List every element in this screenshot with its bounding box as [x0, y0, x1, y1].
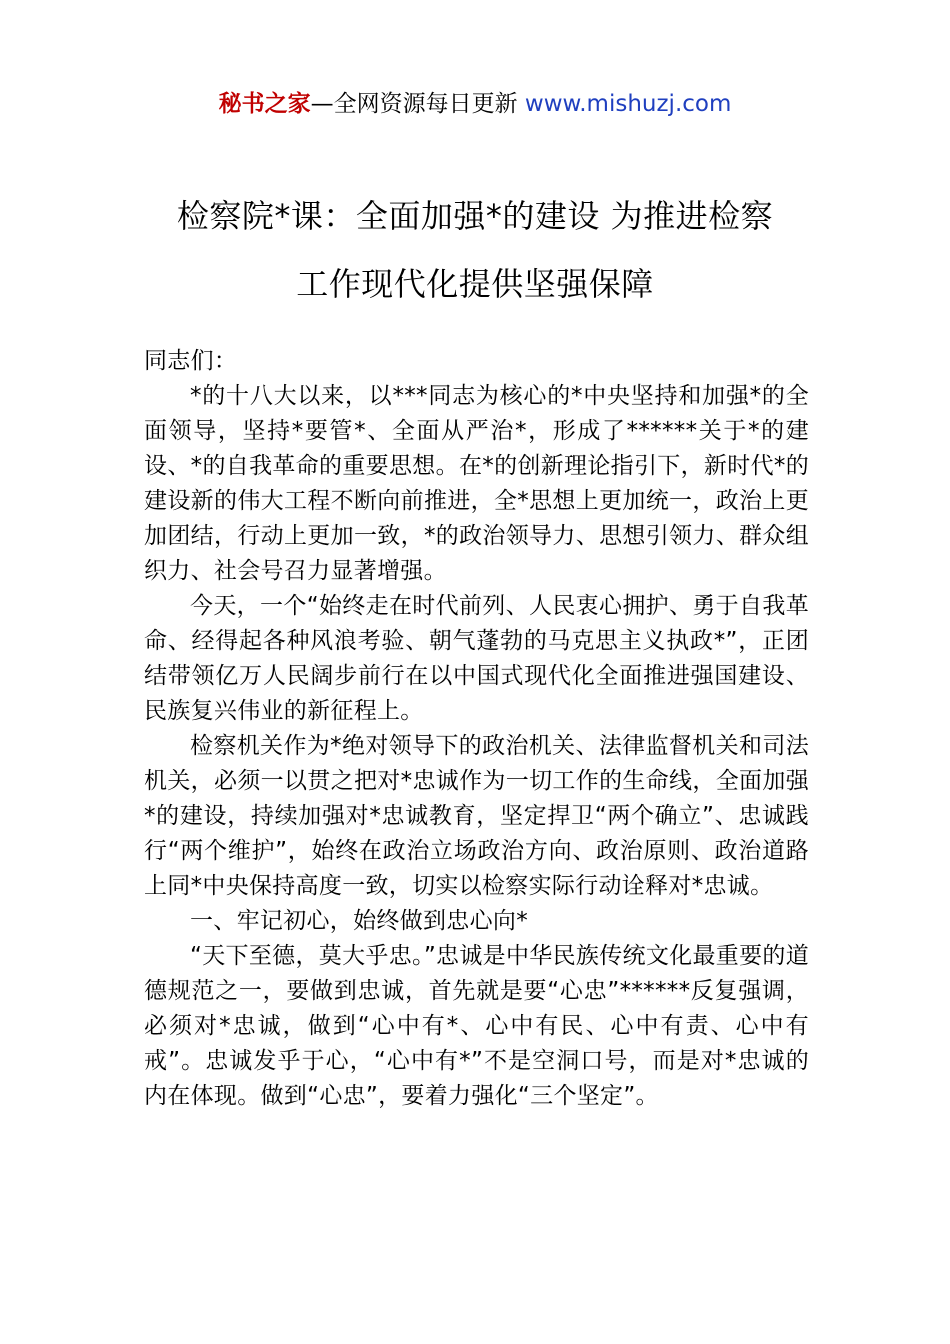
document-title	[0, 182, 950, 318]
title-line-2: 工作现代化提供坚强保障	[296, 265, 654, 303]
paragraph: 检察机关作为*绝对领导下的政治机关、法律监督机关和司法机关，必须一以贯之把对*忠诚作为一切工作的生命线，全面加强*的建设，持续加强对*忠诚教育，坚定捍卫“两个确立”、忠诚践行“两个维护”，始终在政治立场政治方向、政治原则、政治道路上同*中央保持高度一致，切实以检察实际行动诠释对*忠诚。	[144, 733, 809, 899]
site-tagline: —全网资源每日更新	[310, 91, 518, 117]
paragraph: “天下至德，莫大乎忠。”忠诚是中华民族传统文化最重要的道德规范之一，要做到忠诚，首先就是要“心忠”******反复强调，必须对*忠诚，做到“心中有*、心中有民、心中有责、心中有戒”。忠诚发乎于心，“心中有*”不是空洞口号，而是对*忠诚的内在体现。做到“心忠”，要着力强化“三个坚定”。	[144, 943, 809, 1109]
salutation: 同志们：	[144, 348, 238, 374]
paragraph: *的十八大以来，以***同志为核心的*中央坚持和加强*的全面领导，坚持*要管*、全面从严治*，形成了******关于*的建设、*的自我革命的重要思想。在*的创新理论指引下，新时代*的建设新的伟大工程不断向前推进，全*思想上更加统一，政治上更加团结，行动上更加一致，*的政治领导力、思想引领力、群众组织力、社会号召力显著增强。	[144, 383, 809, 584]
site-name: 秘书之家	[218, 91, 311, 117]
document-body	[144, 344, 809, 1114]
title-line-1: 检察院*课：全面加强*的建设 为推进检察	[176, 197, 774, 235]
section-heading: 一、牢记初心，始终做到忠心向*	[190, 908, 528, 934]
paragraph: 今天，一个“始终走在时代前列、人民衷心拥护、勇于自我革命、经得起各种风浪考验、朝气蓬勃的马克思主义执政*”，正团结带领亿万人民阔步前行在以中国式现代化全面推进强国建设、民族复兴伟业的新征程上。	[144, 593, 809, 724]
site-url-link[interactable]: www.mishuzj.com	[524, 91, 732, 117]
site-header	[0, 88, 950, 120]
